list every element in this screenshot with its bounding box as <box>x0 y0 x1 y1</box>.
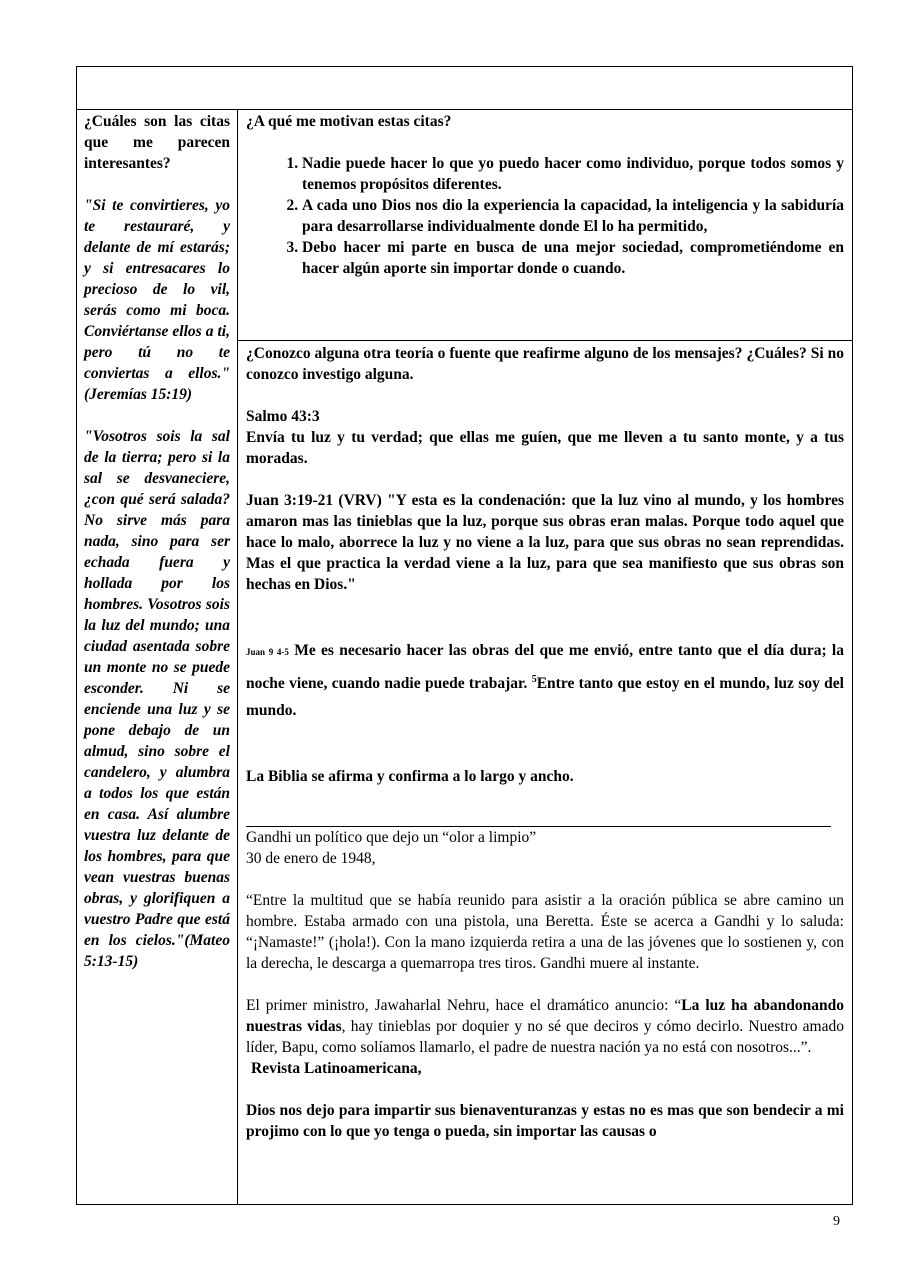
salmo-reference: Salmo 43:3 <box>246 408 320 425</box>
list-item: 1. Nadie puede hacer lo que yo puedo hacer como individuo, porque todos somos y tenemos propósitos diferentes. <box>302 153 844 195</box>
closing-paragraph: Dios nos dejo para impartir sus bienaventuranzas y estas no es mas que son bendecir a mi projimo con lo que yo tenga o pueda, sin importar las causas o <box>246 1102 844 1141</box>
content-table <box>76 66 853 1205</box>
gandhi-title: Gandhi un político que dejo un “olor a limpio” <box>246 829 537 847</box>
separator-line <box>246 808 831 827</box>
left-question: ¿Cuáles son las citas que me parecen interesantes? <box>84 113 230 172</box>
row-divider <box>237 340 853 341</box>
gandhi-paragraph-1: “Entre la multitud que se había reunido para asistir a la oración pública se abre camino un hombre. Estaba armado con una pistola, una Beretta. Éste se acerca a Gandhi y lo saluda: “¡Namaste!” (¡hola!). Con la mano izquierda retira a una de las jóvenes que lo sostienen y, con la derecha, le descarga a quemarropa tres tiros. Gandhi muere al instante. <box>246 892 844 973</box>
biblia-statement: La Biblia se afirma y confirma a lo largo y ancho. <box>246 768 574 786</box>
motivation-list <box>246 153 844 279</box>
motivation-heading: ¿A qué me motivan estas citas? <box>246 113 452 130</box>
nehru-quote-bold: La luz ha abandonando nuestras vidas <box>246 997 844 1036</box>
page-number: 9 <box>833 1214 840 1229</box>
motivation-section <box>246 111 844 279</box>
juan3-quote: Juan 3:19-21 (VRV) "Y esta es la condenación: que la luz vino al mundo, y los hombres amaron mas las tinieblas que la luz, porque sus obras eran malas. Porque todo aquel que hace lo malo, aborrece la luz y no viene a la luz, para que sus obras no sean reprendidas. Mas el que practica la verdad viene a la luz, para que sea manifiesto que sus obras son hechas en Dios." <box>246 492 844 593</box>
list-item: 3. Debo hacer mi parte en busca de una mejor sociedad, comprometiéndome en hacer algún aporte sin importar donde o cuando. <box>302 237 844 279</box>
gandhi-paragraph-2 <box>246 995 844 1058</box>
empty-header-row <box>77 67 852 110</box>
verse-number: 5 <box>531 674 537 685</box>
quote-mateo: "Vosotros sois la sal de la tierra; pero si la sal se desvaneciere, ¿con qué será salada? No sirve más para nada, sino para ser echada fuera y hollada por los hombres. Vosotros sois la luz del mundo; una ciudad asentada sobre un monte no se puede esconder. Ni se enciende una luz y se pone debajo de un almud, sino sobre el candelero, y alumbra a todos los que están en casa. Así alumbre vuestra luz delante de los hombres, para que vean vuestras buenas obras, y glorifiquen a vuestro Padre que está en los cielos."(Mateo 5:13-15) <box>84 428 230 970</box>
sources-heading: ¿Conozco alguna otra teoría o fuente que reafirme alguno de los mensajes? ¿Cuáles? Si no conozco investigo alguna. <box>246 345 844 383</box>
juan9-text-b: Entre tanto que estoy en el mundo, luz soy del mundo. <box>246 675 844 720</box>
list-item: 2. A cada uno Dios nos dio la experiencia la capacidad, la inteligencia y la sabiduría para desarrollarse individualmente donde El lo ha permitido, <box>302 195 844 237</box>
column-divider <box>237 109 238 1205</box>
juan9-text-a: Me es necesario hacer las obras del que me envió, entre tanto que el día dura; la noche viene, cuando nadie puede trabajar. <box>246 642 844 693</box>
nehru-quote-rest: , hay tinieblas por doquier y no sé que deciros y cómo decirlo. Nuestro amado líder, Bapu, como solíamos llamarlo, el padre de nuestra nación ya no está con nosotros...”. <box>246 1018 844 1057</box>
salmo-text: Envía tu luz y tu verdad; que ellas me guíen, que me lleven a tu santo monte, y a tus moradas. <box>246 429 844 467</box>
left-column <box>84 111 230 972</box>
revista-source: Revista Latinoamericana, <box>251 1060 422 1078</box>
juan9-reference: Juan 9 4-5 <box>246 647 289 657</box>
juan9-quote <box>246 637 844 724</box>
sources-section <box>246 343 844 1142</box>
nehru-intro: El primer ministro, Jawaharlal Nehru, hace el dramático anuncio: “ <box>246 997 682 1015</box>
gandhi-date: 30 de enero de 1948, <box>246 850 376 868</box>
quote-jeremias: "Si te convirtieres, yo te restauraré, y delante de mí estarás; y si entresacares lo precioso de lo vil, serás como mi boca. Conviértanse ellos a ti, pero tú no te conviertas a ellos." (Jeremías 15:19) <box>84 197 230 403</box>
